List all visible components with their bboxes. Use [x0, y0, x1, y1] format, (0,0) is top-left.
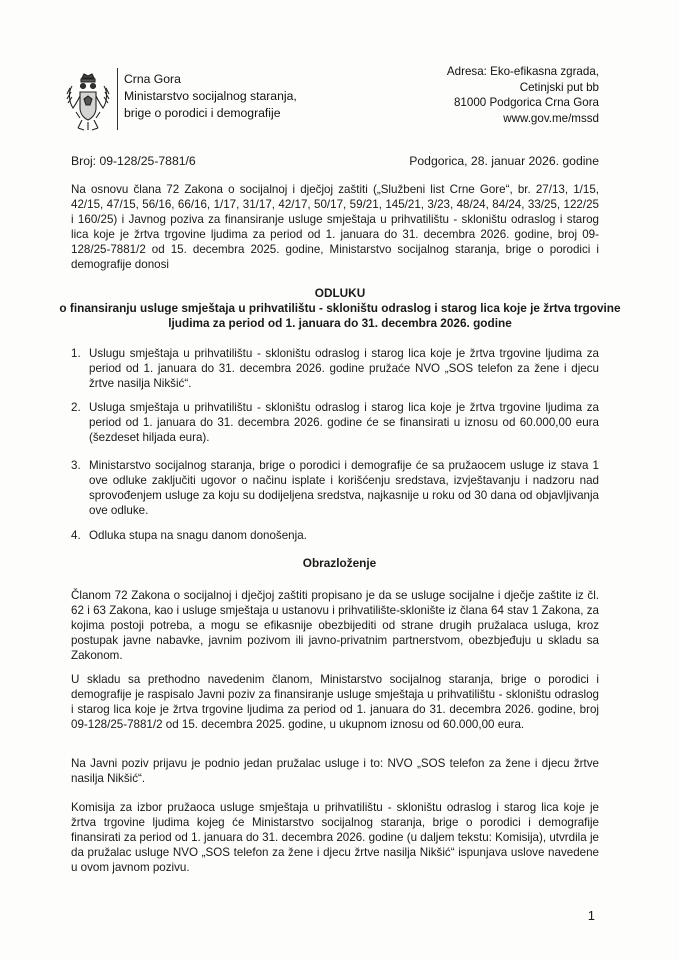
page-number: 1 [587, 908, 595, 923]
explanation-heading: Obrazloženje [302, 556, 377, 570]
ministry-line: brige o porodici i demografije [124, 106, 281, 120]
explanation-paragraph: Članom 72 Zakona o socijalnoj i dječjoj zaštiti propisano je da se usluge socijalne i dječje zaštite iz čl. 62 i 63 Zakona, kao i usluge smještaja u ustanovu i prihvatilište-sklonište iz člana 64 stav 1 Zakona, za kojima postoji potreba, a mogu se efikasnije obezbijediti od strane drugih pružalaca usluga, kroz postupak javne nabavke, javnim pozivom ili javno-privatnim partnerstvom, obezbjeđuju u skladu sa Zakonom. [71, 589, 599, 662]
address-line: Adresa: Eko-efikasna zgrada, [446, 65, 599, 78]
address-website: www.gov.me/mssd [503, 111, 599, 125]
item-text: Ministarstvo socijalnog staranja, brige o porodici i demografije će sa pružaocem usluge iz stava 1 ove odluke zaključiti ugovor o načinu isplate i korišćenju sredstava, izvještavanju i nadzoru nad sprovođenjem usluge za koju su dodijeljena sredstva, najkasnije u roku od 30 dana od objavljivanja ove odluke. [89, 459, 599, 517]
address-line: 81000 Podgorica Crna Gora [453, 96, 599, 109]
coat-of-arms-icon [66, 72, 110, 134]
item-number: 4. [71, 529, 81, 542]
explanation-paragraph: U skladu sa prethodno navedenim članom, Ministarstvo socijalnog staranja, brige o porodici i demografije je raspisalo Javni poziv za finansiranje usluge smještaja u prihvatilištu - skloništu odraslog i starog lica koje je žrtva trgovine ljudima za period od 1. januara do 31. decembra 2026. godine, broj 09-128/25-7881/2 od 15. decembra 2025. godine, u ukupnom iznosu od 60.000,00 eura. [71, 673, 599, 731]
decision-subtitle: o finansiranju usluge smještaja u prihvatilištu - skloništu odraslog i starog lica koje je žrtva trgovine ljudima za period od 1. januara do 31. decembra 2026. godine [59, 301, 621, 330]
item-text: Uslugu smještaja u prihvatilištu - skloništu odraslog i starog lica koje je žrtva trgovine ljudima za period od 1. januara do 31. decembra 2026. godine pružaće NVO „SOS telefon za žene i djecu žrtve nasilja Nikšić“. [89, 347, 599, 390]
explanation-paragraph: Komisija za izbor pružaoca usluge smještaja u prihvatilištu - skloništu odraslog i starog lica koje je žrtva trgovine ljudima kojeg će Ministarstvo socijalnog staranja, brige o porodici i demografije finansirati za period od 1. januara do 31. decembra 2026. godine (u daljem tekstu: Komisija), utvrdila je da pružalac usluge NVO „SOS telefon za žene i djecu žrtve nasilja Nikšić“ ispunjava uslove navedene u ovom javnom pozivu. [71, 801, 599, 874]
item-number: 2. [71, 401, 81, 414]
ministry-line: Crna Gora [124, 72, 181, 86]
header-divider [117, 68, 118, 130]
decision-title: ODLUKU [314, 286, 366, 300]
ministry-line: Ministarstvo socijalnog staranja, [124, 89, 297, 103]
explanation-paragraph: Na Javni poziv prijavu je podnio jedan pružalac usluge i to: NVO „SOS telefon za žene i djecu žrtve nasilja Nikšić“. [71, 757, 599, 785]
intro-paragraph: Na osnovu člana 72 Zakona o socijalnoj i dječjoj zaštiti („Službeni list Crne Gore“, br. 27/13, 1/15, 42/15, 47/15, 56/16, 66/16, 1/17, 31/17, 42/17, 50/17, 59/21, 145/21, 3/23, 48/24, 84/24, 33/25, 122/25 i 160/25) i Javnog poziva za finansiranje usluge smještaja u prihvatilištu - skloništu odraslog i starog lica koje je žrtva trgovine ljudima za period od 1. januara do 31. decembra 2026. godine, broj 09-128/25-7881/2 od 15. decembra 2025. godine, Ministarstvo socijalnog staranja, brige o porodici i demografije donosi [71, 183, 599, 271]
ministry-name [124, 71, 297, 122]
document-number: Broj: 09-128/25-7881/6 [71, 154, 196, 168]
item-number: 3. [71, 459, 81, 472]
document-date: Podgorica, 28. januar 2026. godine [409, 154, 599, 168]
item-number: 1. [71, 347, 81, 360]
item-text: Odluka stupa na snagu danom donošenja. [89, 529, 307, 542]
address-line: Cetinjski put bb [519, 80, 599, 94]
item-text: Usluga smještaja u prihvatilištu - skloništu odraslog i starog lica koje je žrtva trgovine ljudima za period od 1. januara do 31. decembra 2026. godine će se finansirati u iznosu od 60.000,00 eura (šezdeset hiljada eura). [89, 401, 599, 444]
ministry-address [447, 64, 599, 126]
